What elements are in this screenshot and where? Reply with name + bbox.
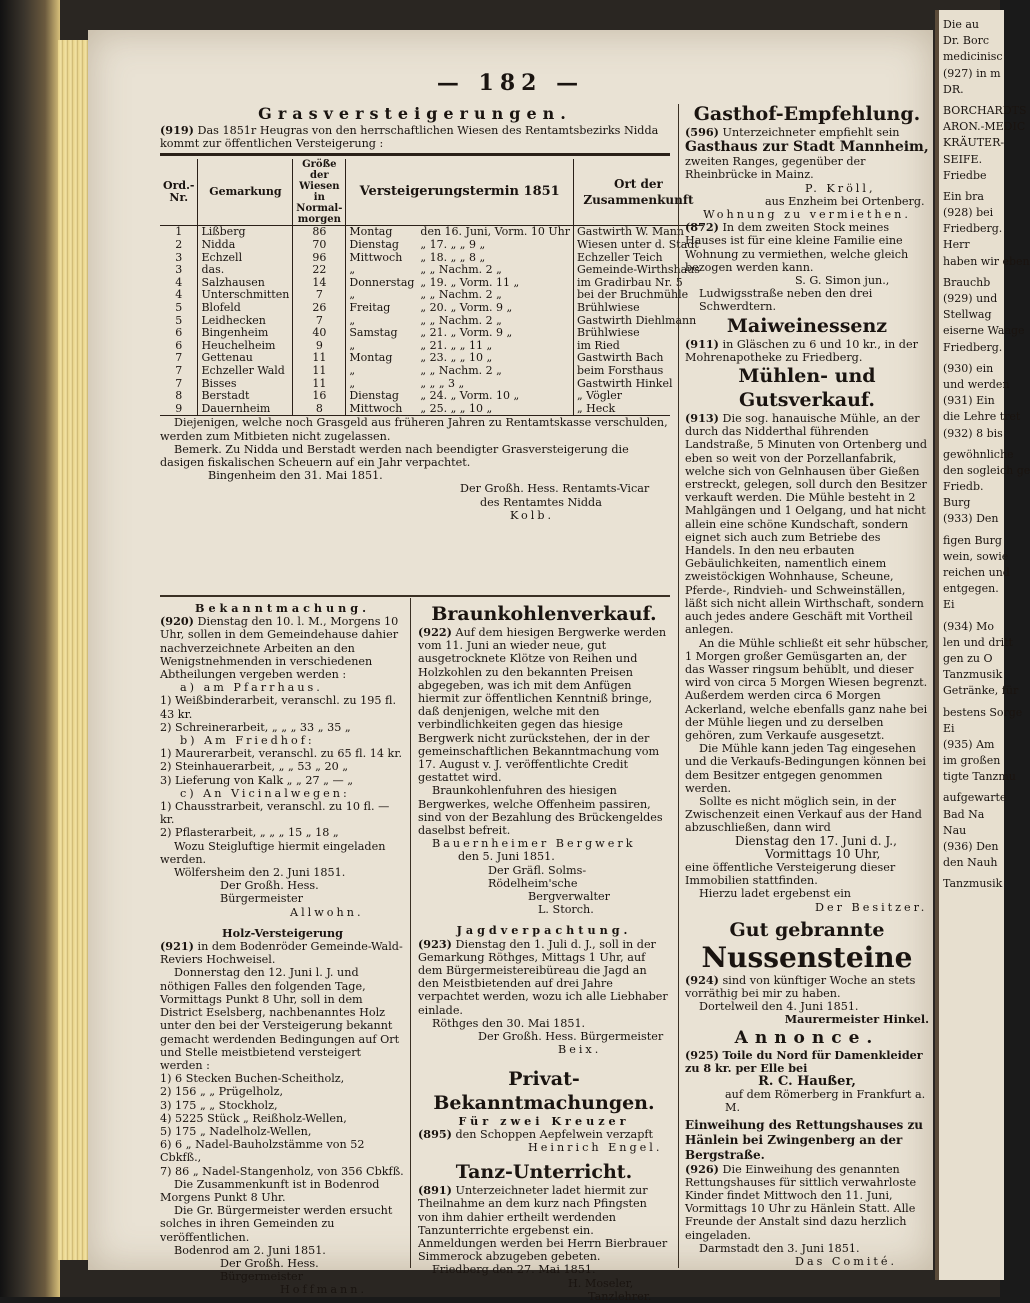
table-cell: Gemeinde-Wirthshaus (573, 264, 702, 277)
fragment-line: Stellwag (943, 308, 992, 322)
fragment-line: die Lehre tret (943, 410, 1021, 424)
fragment-line: eiserne Waage (943, 324, 1025, 338)
table-cell: 86 (293, 226, 346, 239)
table-cell: „ „ Nachm. 2 „ (420, 263, 502, 277)
fragment-line: Brauchb (943, 275, 991, 289)
section-divider (160, 595, 670, 597)
list-item: 4) 5225 Stück „ Reißholz-Wellen, (160, 1111, 347, 1125)
notice-text: in Gläschen zu 6 und 10 kr., in der Mohrenapotheke zu Friedberg. (685, 337, 918, 364)
table-cell: 11 (293, 378, 346, 391)
table-cell: „ (346, 378, 418, 391)
table-cell: Gastwirth W. Mann (573, 226, 702, 239)
notice-title: Für zwei Kreuzer (458, 1113, 630, 1128)
table-cell: „ „ Nachm. 2 „ (420, 363, 502, 377)
notice-title: Einweihung des Rettungshauses zu Hänlein bei Zwingenberg an der Bergstraße. (685, 1117, 924, 1162)
table-cell: Brühlwiese (573, 302, 702, 315)
table-cell: 22 (293, 264, 346, 277)
fragment-line: den Nauh (943, 856, 998, 870)
notice-text: Dienstag den 1. Juli d. J., soll in der Gemarkung Röthges, Mittags 1 Uhr, auf dem Bürgermeistereibüreau die Jagd an den Meistbietenden auf drei Jahre verpachtet werden, wozu ich alle Liebhaber einlade. (418, 937, 668, 1017)
paragraph: Vormittags 10 Uhr, (765, 846, 881, 861)
notice-number: (923) (418, 936, 452, 951)
table-cell: 96 (293, 252, 346, 265)
fragment-line: Die au (943, 18, 979, 31)
fragment-line: (929) und (943, 292, 998, 305)
table-cell: „ 20. „ Vorm. 9 „ (420, 300, 513, 314)
notice-text: Unterzeichneter empfiehlt sein (722, 126, 900, 139)
fragment-line: Bad Na (943, 807, 985, 821)
notice-number: (596) (685, 125, 719, 139)
fragment-line: (932) 8 bis (943, 426, 1003, 440)
table-cell: „ 18. „ „ 8 „ (420, 250, 486, 264)
table-cell: „ 23. „ „ 10 „ (420, 351, 493, 365)
notice-number: (872) (685, 220, 719, 235)
dateline: Friedberg den 27. Mai 1851. (432, 1263, 596, 1277)
notice-number: (926) (685, 1161, 719, 1176)
list-item: 7) 86 „ Nadel-Stangenholz, von 356 Cbkfß. (160, 1164, 404, 1178)
auction-table (160, 159, 703, 415)
notice-title: Gasthof-Empfehlung. (693, 103, 921, 125)
notice-text: Unterzeichneter ladet hiermit zur Theilnahme an dem kurz nach Pfingsten von ihm dahier ertheilt werdenden Tanzunterrichte ergebenst ein. Anmeldungen werden bei Herrn Bierbrauer Simmerock abzugeben gebeten. (418, 1184, 668, 1264)
signature-name: H. Moseler, (568, 1276, 634, 1290)
table-cell: Echzeller Teich (573, 252, 702, 265)
signature-name: Heinrich Engel. (528, 1140, 663, 1154)
notice-text: Auf dem hiesigen Bergwerke werden vom 11. Juni an wieder neue, gut ausgetrocknete Klötze von Reihen und Holzkohlen zu den bekannten Preisen abgegeben, was ich mit dem Anfügen hiermit zur öffentlichen Kenntniß bringe, daß denjenigen, welche mit den verbindlichkeiten gegen das hiesige Bergwerk nicht zurückstehen, der in der gemeinschaftlichen Bekanntmachung vom 17. August v. J. veröffentlichte Credit gestattet wird. (418, 626, 667, 785)
table-cell: 40 (293, 327, 346, 340)
table-cell: Salzhausen (198, 277, 293, 290)
signature-line: den 5. Juni 1851. (458, 850, 555, 864)
paragraph: Die Mühle kann jeden Tag eingesehen und die Verkaufs-Bedingungen können bei dem Besitzer entgegen genommen werden. (685, 742, 926, 795)
signature-name: L. Storch. (538, 903, 594, 917)
table-cell: „ 21. „ „ 11 „ (420, 338, 493, 352)
table-cell: Gastwirth Bach (573, 352, 702, 365)
paragraph: Braunkohlenfuhren des hiesigen Bergwerkes, welche Offenheim passiren, sind von der Bezahlung des Brückengeldes daselbst befreit. (418, 784, 663, 838)
notice-number: (891) (418, 1183, 452, 1198)
table-cell: Montag (346, 352, 418, 365)
table-cell: „ Heck (573, 403, 702, 416)
table-cell: 7 (175, 376, 183, 390)
fragment-line: bestens Sorge (943, 705, 1023, 719)
table-cell: 5 (175, 313, 183, 327)
fragment-line: BORCHARDTS (943, 103, 1027, 117)
notice-text: Die Einweihung des genannten Rettungshauses für sittlich verwahrloste Kinder findet Mittwoch den 11. Juni, Vormittags 10 Uhr zu Hänlein Statt. Alle Freunde der Anstalt sind dazu herzlich eingeladen. (685, 1162, 917, 1242)
list-item: 2) Pflasterarbeit, „ „ „ 15 „ 18 „ (160, 826, 339, 840)
table-row (160, 327, 703, 340)
table-cell: 16 (293, 390, 346, 403)
page-edges (58, 40, 90, 1260)
paragraph: Bemerk. Zu Nidda und Berstadt werden nach beendigter Grasversteigerung die dasigen fiskalischen Scheuern auf ein Jahr verpachtet. (160, 442, 629, 469)
fragment-line: entgegen. (943, 582, 999, 596)
table-cell: 14 (293, 277, 346, 290)
table-cell: Mittwoch (346, 252, 418, 265)
signature-name: S. G. Simon jun., (795, 274, 890, 288)
paragraph: Hierzu ladet ergebenst ein (699, 887, 851, 901)
notice-text: In dem zweiten Stock meines Hauses ist für eine kleine Familie eine Wohnung zu vermiethen, welche gleich bezogen werden kann. (685, 221, 909, 274)
notice-text: den Schoppen Aepfelwein verzapft (455, 1127, 654, 1141)
column-a (160, 602, 405, 1297)
table-cell: den 16. Juni, Vorm. 10 Uhr (420, 225, 570, 239)
table-cell: Dauernheim (198, 403, 293, 416)
notice-title: Wohnung zu vermiethen. (703, 208, 911, 222)
table-cell: Mittwoch (346, 403, 418, 416)
notice-text: in dem Bodenröder Gemeinde-Wald-Reviers Hochweisel. (160, 940, 403, 967)
table-cell: „ 24. „ Vorm. 10 „ (420, 389, 520, 403)
fragment-line: ARON.-MEDIC (943, 120, 1026, 134)
fragment-line: haben wir eben (943, 254, 1030, 268)
signature-line: Ludwigsstraße neben den drei Schwerdtern. (699, 287, 873, 314)
notice-title: Mühlen- und Gutsverkauf. (738, 365, 876, 412)
fragment-line: DR. (943, 82, 964, 96)
table-cell: Gettenau (198, 352, 293, 365)
column-rule (678, 104, 679, 1268)
notice-number: (922) (418, 625, 452, 639)
table-row (160, 365, 703, 378)
list-item: 3) Lieferung von Kalk „ „ 27 „ — „ (160, 773, 354, 787)
table-cell: 1 (175, 225, 183, 239)
col-header-size: Größe der Wiesen in Normal-morgen (293, 159, 346, 226)
notice-number: (924) (685, 972, 719, 987)
table-cell: 11 (293, 352, 346, 365)
section-title: Privat-Bekanntmachungen. (433, 1067, 655, 1114)
signature-line: Der Großh. Hess. Rentamts-Vicar (460, 482, 650, 496)
signature-line: aus Enzheim bei Ortenberg. (765, 194, 925, 208)
table-cell: 7 (293, 289, 346, 302)
notice-text: Dienstag den 10. l. M., Morgens 10 Uhr, sollen in dem Gemeindehause dahier nachverzeichnete Arbeiten an den Wenigstnehmenden in verschiedenen Abtheilungen vergeben werden : (160, 615, 399, 682)
page-number: — 182 — (436, 70, 585, 96)
fragment-line: Friedberg. (943, 222, 1003, 236)
fragment-line: (933) Den (943, 512, 999, 526)
list-item: 1) Maurerarbeit, veranschl. zu 65 fl. 14 kr. (160, 747, 403, 761)
table-cell: Heuchelheim (198, 340, 293, 353)
notice-title: Holz-Versteigerung (222, 925, 343, 940)
newspaper-page (88, 30, 933, 1303)
fragment-line: (935) Am (943, 737, 995, 751)
table-cell: Dienstag (346, 239, 418, 252)
table-cell: 70 (293, 239, 346, 252)
table-cell: „ (346, 365, 418, 378)
paragraph: Sollte es nicht möglich sein, in der Zwischenzeit einen Verkauf aus der Hand abzuschließen, dann wird (685, 794, 922, 835)
list-item: 2) Steinhauerarbeit, „ „ 53 „ 20 „ (160, 760, 349, 774)
signature-name: Das Comité. (795, 1255, 898, 1269)
table-cell: „ 21. „ Vorm. 9 „ (420, 326, 513, 340)
table-cell: Echzeller Wald (198, 365, 293, 378)
table-cell: Gastwirth Hinkel (573, 378, 702, 391)
table-cell: „ (346, 340, 418, 353)
table-cell: Montag (346, 226, 418, 239)
fragment-line: KRÄUTER- (943, 136, 1005, 150)
table-cell: „ 25. „ „ 10 „ (420, 401, 493, 415)
fragment-line: Tanzmusik (943, 877, 1003, 891)
notice-title: Jagdverpachtung. (456, 923, 632, 938)
fragment-line: SEIFE. (943, 152, 983, 166)
table-cell: „ „ Nachm. 2 „ (420, 313, 502, 327)
notice-number: (920) (160, 614, 194, 629)
table-cell: das. (198, 264, 293, 277)
dateline: Röthges den 30. Mai 1851. (432, 1016, 586, 1030)
table-cell: 4 (175, 275, 183, 289)
fragment-line: Ei (943, 598, 955, 612)
column-b (418, 602, 670, 1303)
table-cell: „ Vögler (573, 390, 702, 403)
notice-number: (895) (418, 1126, 452, 1141)
table-cell: Samstag (346, 327, 418, 340)
table-cell: Berstadt (198, 390, 293, 403)
fragment-line: Dr. Borc (943, 34, 989, 48)
subheading: a) am Pfarrhaus. (180, 681, 323, 695)
paragraph: Die Gr. Bürgermeister werden ersucht solches in ihren Gemeinden zu veröffentlichen. (160, 1204, 393, 1244)
notice-title: Maiweinessenz (726, 314, 888, 337)
notice-text: zweiten Ranges, gegenüber der Rheinbrücke in Mainz. (685, 155, 866, 182)
table-cell: 7 (175, 351, 183, 365)
fragment-line: den sogleich ge (943, 463, 1030, 477)
notice-text: Die sog. hanauische Mühle, an der durch das Nidderthal führenden Landstraße, 5 Minuten von Ortenberg und eben so weit von der Porzellanfabrik, welche sich von Gelnhausen über Gießen erstreckt, gelegen, soll durch den Besitzer verkauft werden. Die Mühle besteht in 2 Mahlgängen und 1 Oelgang, und hat nicht allein eine schöne Kundschaft, sondern eignet sich auch zum Betriebe des Handels. In den neu erbauten Gebäulichkeiten, namentlich einem zweistöckigen Wohnhause, Scheune, Pferde-, Rindvieh- und Schweinställen, läßt sich nicht allein Wirthschaft, sondern auch jedes andere Geschäft mit Vortheil anlegen. (685, 412, 928, 637)
table-cell: 7 (293, 315, 346, 328)
notice-number: (925) (685, 1047, 719, 1062)
table-cell: Wiesen unter d. Stadt (573, 239, 702, 252)
table-cell: „ 19. „ Vorm. 11 „ (420, 275, 520, 289)
notice-title: Bekanntmachung. (194, 601, 371, 615)
signature-line: Bergverwalter (528, 890, 610, 904)
dateline: Bodenrod am 2. Juni 1851. (174, 1243, 326, 1257)
signature-line: Der Großh. Hess. Bürgermeister (478, 1030, 664, 1044)
fragment-line: aufgewarte (943, 791, 1007, 805)
fragment-line: medicinisc (943, 50, 1003, 64)
table-row (160, 239, 703, 252)
table-cell: 5 (175, 300, 183, 314)
col-header-ort: Ort der Zusammenkunft (573, 159, 702, 226)
notice-text: Toile du Nord für Damenkleider zu 8 kr. per Elle bei (685, 1047, 923, 1075)
table-cell: 7 (175, 363, 183, 377)
table-cell: Echzell (198, 252, 293, 265)
notice-title: Nussensteine (701, 940, 913, 974)
notice-intro: Das 1851r Heugras von den herrschaftlichen Wiesen des Rentamtsbezirks Nidda kommt zur öffentlichen Versteigerung : (160, 124, 659, 151)
signature-name: Kolb. (510, 508, 555, 522)
paragraph: An die Mühle schließt eit sehr hübscher, 1 Morgen großer Gemüsgarten an, der das Wasser ringsum behüblt, und dieser wird von circa 5 Morgen Wiesen begrenzt. Außerdem werden circa 6 Morgen Ackerland, welche ebenfalls ganz nahe bei der Mühle liegen und zu derselben gehören, zum Verkaufe ausgesetzt. (685, 636, 929, 742)
fragment-line: (927) in m (943, 66, 1001, 80)
fragment-line: (930) ein (943, 361, 994, 375)
table-cell: Unterschmitten (198, 289, 293, 302)
signature-line: auf dem Römerberg in Frankfurt a. M. (725, 1088, 926, 1115)
table-cell: Bingenheim (198, 327, 293, 340)
fragment-line: Burg (943, 496, 971, 510)
auction-notice-919 (160, 104, 700, 522)
fragment-line: (928) bei (943, 206, 994, 220)
signature-line: des Rentamtes Nidda (480, 495, 602, 509)
table-cell: 8 (175, 389, 183, 403)
dateline: Dortelweil den 4. Juni 1851. (699, 1000, 859, 1014)
list-item: 3) 175 „ „ Stockholz, (160, 1098, 278, 1112)
table-cell: Lißberg (198, 226, 293, 239)
fragment-line: gen zu O (943, 651, 993, 665)
fragment-line: Nau (943, 823, 967, 837)
notice-title: Grasversteigerungen. (258, 104, 572, 123)
notice-number: (919) (160, 123, 194, 137)
subheading: b) Am Friedhof: (180, 734, 315, 748)
fragment-line: und werden (943, 377, 1010, 391)
dateline: Bingenheim den 31. Mai 1851. (208, 469, 383, 483)
table-cell: Bisses (198, 378, 293, 391)
signature-name: Beix. (558, 1043, 602, 1057)
fragment-line: (934) Mo (943, 619, 994, 633)
signature-line: Tanzlehrer. (588, 1289, 652, 1303)
list-item: 6) 6 „ Nadel-Bauholzstämme von 52 Cbkfß., (160, 1138, 365, 1165)
table-cell: Donnerstag (346, 277, 418, 290)
paragraph: Wozu Steigluftige hiermit eingeladen werden. (160, 839, 386, 866)
adjacent-page-fragment (935, 10, 1030, 1280)
paragraph: eine öffentliche Versteigerung dieser Immobilien stattfinden. (685, 860, 896, 888)
fragment-line: reichen und (943, 566, 1010, 579)
subheading: c) An Vicinalwegen: (180, 786, 350, 800)
table-row (160, 264, 703, 277)
table-cell: Brühlwiese (573, 327, 702, 340)
fragment-line: (936) Den (943, 840, 999, 853)
fragment-line: figen Burg (943, 533, 1002, 547)
fragment-line: (931) Ein (943, 394, 995, 408)
signature-line: Der Großh. Hess. Bürgermeister (220, 1256, 319, 1284)
table-cell: 3 (175, 250, 183, 264)
table-cell: „ „ Nachm. 2 „ (420, 288, 502, 302)
list-item: 2) 156 „ „ Prügelholz, (160, 1085, 284, 1099)
table-cell: „ (346, 289, 418, 302)
notice-title: Braunkohlenverkauf. (431, 603, 657, 625)
table-cell: „ 17. „ „ 9 „ (420, 238, 486, 251)
notice-text: sind von künftiger Woche an stets vorräthig bei mir zu haben. (685, 973, 916, 1000)
table-cell: Gastwirth Diehlmann (573, 315, 702, 328)
table-cell: 2 (175, 238, 183, 251)
fragment-line: Friedberg. (943, 340, 1003, 354)
table-cell: bei der Bruchmühle (573, 289, 702, 302)
notice-number: (921) (160, 939, 194, 954)
paragraph: Dienstag den 17. Juni d. J., (735, 833, 897, 848)
table-cell: „ (346, 315, 418, 328)
col-header-termin: Versteigerungstermin 1851 (346, 159, 574, 226)
table-cell: im Ried (573, 340, 702, 353)
table-cell: beim Forsthaus (573, 365, 702, 378)
list-item: 5) 175 „ Nadelholz-Wellen, (160, 1124, 312, 1138)
fragment-line: tigte Tanzmu (943, 770, 1016, 784)
fragment-line: Tanzmusik (943, 668, 1003, 682)
table-row (160, 302, 703, 315)
paragraph: Die Zusammenkunft ist in Bodenrod Morgens Punkt 8 Uhr. (160, 1177, 380, 1204)
table-cell: 3 (175, 263, 183, 277)
signature-line: Der Gräfl. Solms-Rödelheim'sche (488, 863, 587, 890)
table-cell: 26 (293, 302, 346, 315)
fragment-line: wein, sowie (943, 549, 1009, 563)
notice-number: (913) (685, 411, 719, 426)
table-cell: 9 (293, 340, 346, 353)
list-item: 1) Chausstrarbeit, veranschl. zu 10 fl. — kr. (160, 800, 390, 827)
signature-name: Der Besitzer. (815, 900, 928, 914)
table-cell: 6 (175, 326, 183, 340)
dateline: Darmstadt den 3. Juni 1851. (699, 1241, 860, 1255)
list-item: 1) Weißbinderarbeit, veranschl. zu 195 fl. 43 kr. (160, 694, 397, 721)
fragment-line: Herr (943, 238, 970, 252)
list-item: 2) Schreinerarbeit, „ „ „ 33 „ 35 „ (160, 720, 351, 734)
notice-highlight: Gasthaus zur Stadt Mannheim, (685, 139, 929, 156)
table-cell: 9 (175, 401, 183, 415)
fragment-line: im großen (943, 754, 1001, 768)
signature-line: Der Großh. Hess. Bürgermeister (220, 879, 319, 906)
notice-title: Tanz-Unterricht. (455, 1161, 633, 1184)
signature-line: Bauernheimer Bergwerk (432, 837, 636, 851)
table-cell: Dienstag (346, 390, 418, 403)
table-header-row (160, 159, 703, 226)
fragment-line: Ei (943, 721, 955, 735)
table-cell: Blofeld (198, 302, 293, 315)
list-item: 1) 6 Stecken Buchen-Scheitholz, (160, 1072, 345, 1086)
fragment-line: Getränke, für (943, 684, 1019, 698)
table-cell: 6 (175, 338, 183, 352)
fragment-line: gewöhnliche (943, 447, 1014, 461)
column-right (685, 102, 929, 1268)
table-row (160, 403, 703, 416)
fragment-line: Friedb. (943, 480, 984, 494)
table-cell: Leidhecken (198, 315, 293, 328)
fragment-line: len und dritt (943, 635, 1013, 649)
table-cell: 4 (175, 288, 183, 302)
table-cell: „ (346, 264, 418, 277)
col-header-gemarkung: Gemarkung (198, 159, 293, 226)
fragment-line: Ein bra (943, 189, 984, 203)
signature-name: Hoffmann. (280, 1283, 368, 1297)
notice-title: Annonce. (734, 1027, 880, 1048)
signature-name: R. C. Haußer, (758, 1073, 856, 1089)
table-row (160, 390, 703, 403)
signature-name: P. Kröll, (805, 181, 876, 195)
table-cell: im Gradirbau Nr. 5 (573, 277, 702, 290)
fragment-line: Friedbe (943, 168, 987, 182)
notice-number: (911) (685, 336, 719, 351)
table-cell: Freitag (346, 302, 418, 315)
table-cell: 8 (293, 403, 346, 416)
column-rule (410, 598, 411, 1268)
signature-name: Allwohn. (290, 905, 364, 919)
table-cell: „ „ „ 3 „ (420, 376, 465, 390)
dateline: Wölfersheim den 2. Juni 1851. (174, 866, 346, 880)
table-cell: 11 (293, 365, 346, 378)
paragraph: Donnerstag den 12. Juni l. J. und nöthigen Falles den folgenden Tage, Vormittags Punkt 8 Uhr, soll in dem District Eselsberg, nachbenanntes Holz unter den bei der Versteigerung bekannt gemacht werdenden Bedingungen auf Ort und Stelle meistbietend versteigert werden : (160, 966, 400, 1072)
paragraph: Diejenigen, welche noch Grasgeld aus früheren Jahren zu Rentamtskasse verschulden, werden zum Mitbieten nicht zugelassen. (160, 416, 668, 443)
notice-title: Gut gebrannte (729, 918, 885, 941)
divider (160, 153, 670, 156)
table-cell: Nidda (198, 239, 293, 252)
signature-name: Maurermeister Hinkel. (784, 1012, 929, 1027)
book-spine (0, 0, 60, 1297)
col-header-nr: Ord.-Nr. (160, 159, 198, 226)
